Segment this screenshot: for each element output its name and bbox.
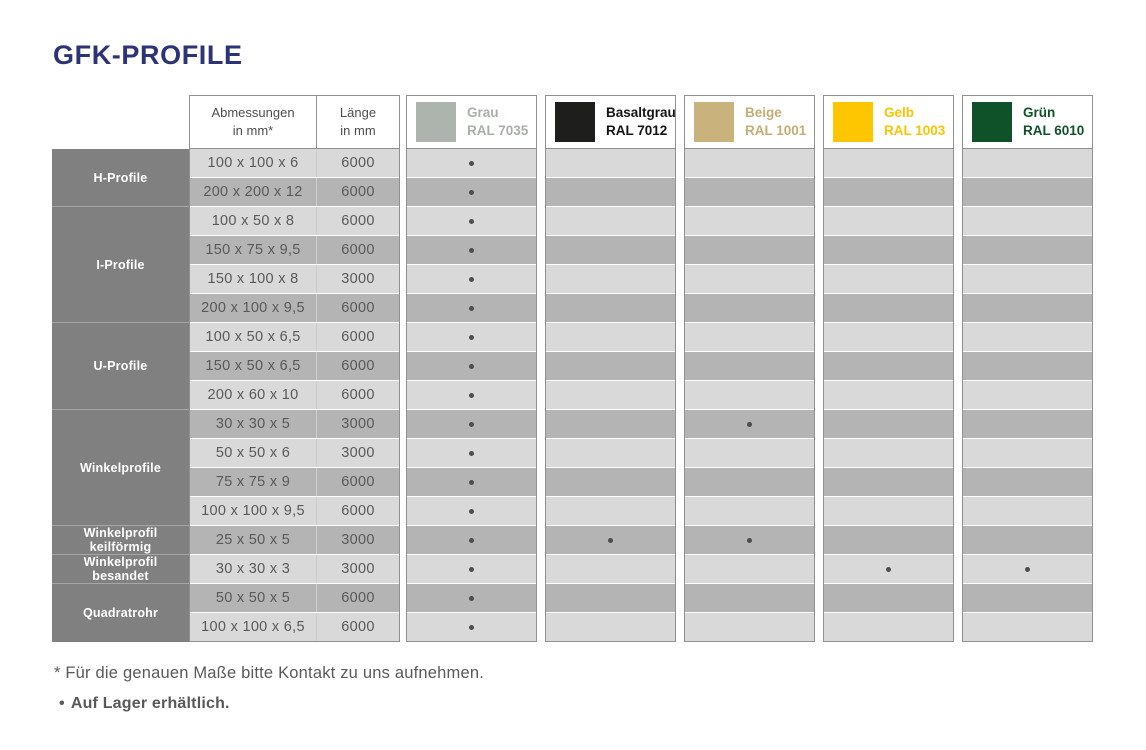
cell-abmessungen: 30 x 30 x 5: [190, 410, 317, 438]
color-swatch-beige: [694, 102, 734, 142]
table-row: [190, 584, 399, 612]
availability-cell: [824, 439, 953, 467]
availability-cell: [407, 381, 536, 409]
col-header-laenge-line2: in mm: [340, 123, 376, 138]
table-row: [190, 468, 399, 496]
cell-abmessungen: 75 x 75 x 9: [190, 468, 317, 496]
availability-cell: [685, 236, 814, 264]
table-row: [190, 555, 399, 583]
color-column-grau: [406, 95, 537, 642]
availability-cell: [824, 410, 953, 438]
color-title-gruen: [1023, 104, 1084, 139]
color-column-beige: [684, 95, 815, 642]
availability-cell: [407, 526, 536, 554]
in-stock-dot: [1025, 567, 1030, 572]
table-row: [190, 613, 399, 641]
availability-cell: [407, 584, 536, 612]
group-label-winkelprofil-keilfoermig: Winkelprofil keilförmig: [52, 526, 189, 555]
availability-cell: [824, 352, 953, 380]
color-swatch-gelb: [833, 102, 873, 142]
availability-cell: [963, 352, 1092, 380]
availability-cell: [824, 294, 953, 322]
in-stock-dot: [469, 248, 474, 253]
table-row: [190, 236, 399, 264]
cell-laenge: 3000: [341, 532, 375, 548]
cell-laenge: 6000: [341, 329, 375, 345]
group-label-quadratrohr: Quadratrohr: [52, 584, 189, 642]
table-row: [190, 497, 399, 525]
cell-laenge: 6000: [341, 184, 375, 200]
cell-laenge: 3000: [341, 561, 375, 577]
availability-cell: [546, 526, 675, 554]
availability-cell: [685, 410, 814, 438]
cell-abmessungen: 50 x 50 x 5: [190, 584, 317, 612]
color-header-grau: [407, 96, 536, 149]
availability-cell: [963, 613, 1092, 641]
availability-cell: [963, 497, 1092, 525]
availability-cell: [824, 381, 953, 409]
cell-laenge: 6000: [341, 387, 375, 403]
in-stock-dot: [747, 538, 752, 543]
in-stock-dot: [747, 422, 752, 427]
footnote-availability: [59, 695, 1146, 713]
availability-cell: [963, 584, 1092, 612]
availability-cell: [685, 584, 814, 612]
availability-cell: [407, 178, 536, 206]
group-label-u-profile: U-Profile: [52, 323, 189, 410]
availability-cell: [407, 149, 536, 177]
profiles-table: [52, 95, 1146, 642]
availability-cell: [546, 207, 675, 235]
color-ral-code: RAL 1003: [884, 123, 946, 138]
color-column-basaltgrau: [545, 95, 676, 642]
availability-cell: [685, 381, 814, 409]
availability-cell: [407, 555, 536, 583]
in-stock-dot: [469, 596, 474, 601]
availability-cell: [685, 265, 814, 293]
availability-cell: [685, 149, 814, 177]
group-label-winkelprofil-besandet: Winkelprofil besandet: [52, 555, 189, 584]
availability-cell: [407, 323, 536, 351]
availability-cell: [685, 178, 814, 206]
in-stock-dot: [469, 190, 474, 195]
color-header-beige: [685, 96, 814, 149]
availability-cell: [824, 526, 953, 554]
table-row: [190, 207, 399, 235]
cell-laenge: 6000: [341, 619, 375, 635]
availability-cell: [546, 584, 675, 612]
dimension-rows: [190, 149, 399, 641]
availability-cell: [407, 468, 536, 496]
availability-cell: [685, 613, 814, 641]
availability-cell: [685, 526, 814, 554]
col-header-laenge: [317, 96, 399, 148]
availability-cell: [963, 294, 1092, 322]
table-row: [190, 410, 399, 438]
color-swatch-gruen: [972, 102, 1012, 142]
color-ral-code: RAL 7012: [606, 123, 668, 138]
in-stock-dot: [469, 451, 474, 456]
cell-abmessungen: 150 x 50 x 6,5: [190, 352, 317, 380]
cell-laenge: 6000: [341, 213, 375, 229]
availability-cell: [546, 149, 675, 177]
availability-cell: [546, 410, 675, 438]
in-stock-dot: [608, 538, 613, 543]
in-stock-dot: [469, 480, 474, 485]
availability-cell: [685, 294, 814, 322]
availability-cell: [407, 497, 536, 525]
color-name: Grau: [467, 105, 499, 121]
color-column-gelb: [823, 95, 954, 642]
color-name: Gelb: [884, 105, 915, 121]
cell-laenge: 6000: [341, 242, 375, 258]
availability-cell: [407, 207, 536, 235]
availability-cell: [963, 149, 1092, 177]
color-ral-code: RAL 7035: [467, 123, 529, 138]
cell-abmessungen: 200 x 200 x 12: [190, 178, 317, 206]
availability-cell: [407, 410, 536, 438]
color-title-beige: [745, 104, 806, 139]
col-header-abmessungen: [190, 96, 317, 148]
color-swatch-basaltgrau: [555, 102, 595, 142]
availability-cell: [963, 265, 1092, 293]
color-ral-code: RAL 1001: [745, 123, 807, 138]
availability-cell: [685, 352, 814, 380]
table-row: [190, 265, 399, 293]
cell-laenge: 6000: [341, 503, 375, 519]
availability-cell: [963, 381, 1092, 409]
availability-cell: [824, 207, 953, 235]
page-title: GFK-PROFILE: [53, 40, 243, 70]
cell-abmessungen: 30 x 30 x 3: [190, 555, 317, 583]
availability-cell: [546, 497, 675, 525]
color-column-gruen: [962, 95, 1093, 642]
availability-cell: [824, 584, 953, 612]
availability-cell: [546, 468, 675, 496]
in-stock-dot: [469, 335, 474, 340]
availability-cell: [824, 265, 953, 293]
availability-cell: [546, 236, 675, 264]
cell-laenge: 6000: [341, 474, 375, 490]
availability-cell: [963, 178, 1092, 206]
group-cells: [52, 149, 189, 642]
availability-cell: [546, 265, 675, 293]
availability-cell: [407, 265, 536, 293]
footnote-availability-text: Auf Lager erhältlich.: [70, 695, 230, 712]
in-stock-dot: [469, 509, 474, 514]
availability-cell: [546, 439, 675, 467]
color-title-grau: [467, 104, 528, 139]
availability-cell: [407, 613, 536, 641]
cell-laenge: 3000: [341, 445, 375, 461]
table-row: [190, 352, 399, 380]
table-row: [190, 381, 399, 409]
in-stock-dot: [886, 567, 891, 572]
availability-cell: [963, 555, 1092, 583]
group-label-i-profile: I-Profile: [52, 207, 189, 323]
table-row: [190, 323, 399, 351]
in-stock-dot: [469, 277, 474, 282]
cell-abmessungen: 200 x 100 x 9,5: [190, 294, 317, 322]
table-row: [190, 149, 399, 177]
in-stock-dot: [469, 538, 474, 543]
availability-cell: [963, 468, 1092, 496]
availability-cell: [824, 236, 953, 264]
availability-cell: [546, 555, 675, 583]
cell-laenge: 6000: [341, 300, 375, 316]
in-stock-dot: [469, 625, 474, 630]
availability-cell: [824, 149, 953, 177]
availability-cell: [685, 207, 814, 235]
cell-abmessungen: 100 x 50 x 6,5: [190, 323, 317, 351]
cell-laenge: 3000: [341, 271, 375, 287]
cell-laenge: 6000: [341, 590, 375, 606]
group-label-h-profile: H-Profile: [52, 149, 189, 207]
availability-cell: [963, 526, 1092, 554]
cell-laenge: 6000: [341, 155, 375, 171]
availability-cell: [407, 294, 536, 322]
in-stock-dot: [469, 219, 474, 224]
availability-cell: [546, 323, 675, 351]
availability-cell: [824, 323, 953, 351]
col-header-abmessungen-line1: Abmessungen: [211, 105, 295, 121]
dimensions-block: [189, 95, 400, 642]
color-name: Beige: [745, 105, 782, 121]
availability-cell: [685, 497, 814, 525]
availability-cell: [546, 381, 675, 409]
availability-cell: [963, 236, 1092, 264]
availability-cell: [824, 613, 953, 641]
cell-abmessungen: 150 x 75 x 9,5: [190, 236, 317, 264]
in-stock-dot: [469, 567, 474, 572]
availability-cell: [407, 439, 536, 467]
color-title-basaltgrau: [606, 104, 676, 139]
availability-cell: [685, 468, 814, 496]
availability-cell: [824, 555, 953, 583]
dimensions-header: [190, 96, 399, 149]
group-label-column: [52, 95, 189, 642]
in-stock-dot: [469, 306, 474, 311]
cell-abmessungen: 100 x 100 x 6,5: [190, 613, 317, 641]
cell-abmessungen: 100 x 50 x 8: [190, 207, 317, 235]
color-name: Grün: [1023, 105, 1056, 121]
table-row: [190, 439, 399, 467]
cell-abmessungen: 100 x 100 x 9,5: [190, 497, 317, 525]
availability-cell: [546, 352, 675, 380]
availability-cell: [546, 294, 675, 322]
availability-cell: [407, 352, 536, 380]
availability-cell: [963, 207, 1092, 235]
table-row: [190, 294, 399, 322]
availability-cell: [824, 178, 953, 206]
in-stock-dot: [469, 422, 474, 427]
col-header-abmessungen-line2: in mm*: [232, 123, 274, 138]
footnote-dimensions: * Für die genauen Maße bitte Kontakt zu uns aufnehmen.: [54, 664, 484, 682]
color-header-basaltgrau: [546, 96, 675, 149]
in-stock-dot: [469, 364, 474, 369]
color-header-gelb: [824, 96, 953, 149]
availability-cell: [685, 323, 814, 351]
availability-cell: [685, 555, 814, 583]
in-stock-dot: [469, 161, 474, 166]
color-name: Basaltgrau: [606, 105, 676, 121]
availability-cell: [963, 323, 1092, 351]
in-stock-dot: [469, 393, 474, 398]
availability-cell: [824, 497, 953, 525]
cell-abmessungen: 25 x 50 x 5: [190, 526, 317, 554]
cell-abmessungen: 50 x 50 x 6: [190, 439, 317, 467]
col-header-laenge-line1: Länge: [339, 105, 377, 121]
header-spacer: [52, 95, 189, 149]
cell-abmessungen: 150 x 100 x 8: [190, 265, 317, 293]
cell-laenge: 6000: [341, 358, 375, 374]
cell-abmessungen: 200 x 60 x 10: [190, 381, 317, 409]
cell-abmessungen: 100 x 100 x 6: [190, 149, 317, 177]
cell-laenge: 3000: [341, 416, 375, 432]
availability-dot-legend: •: [59, 695, 65, 712]
table-row: [190, 178, 399, 206]
availability-cell: [685, 439, 814, 467]
color-header-gruen: [963, 96, 1092, 149]
availability-cell: [546, 178, 675, 206]
color-title-gelb: [884, 104, 945, 139]
availability-cell: [407, 236, 536, 264]
table-row: [190, 526, 399, 554]
color-swatch-grau: [416, 102, 456, 142]
availability-cell: [963, 439, 1092, 467]
availability-cell: [546, 613, 675, 641]
availability-cell: [963, 410, 1092, 438]
color-ral-code: RAL 6010: [1023, 123, 1085, 138]
group-label-winkelprofile: Winkelprofile: [52, 410, 189, 526]
color-strips: [400, 95, 1093, 642]
availability-cell: [824, 468, 953, 496]
